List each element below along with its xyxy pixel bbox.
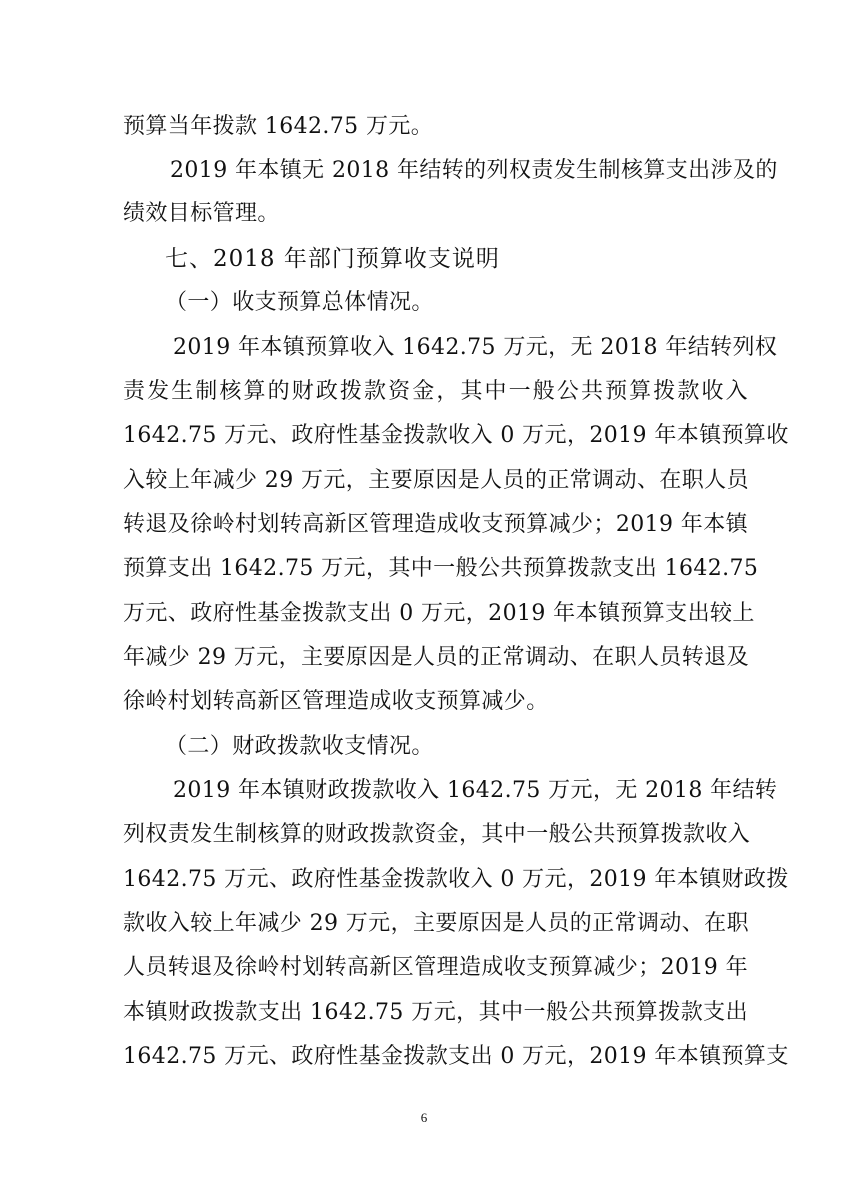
- subsection-heading: （一）收支预算总体情况。: [165, 290, 434, 315]
- paragraph-line: 2019 年本镇无 2018 年结转的列权责发生制核算支出涉及的: [170, 158, 778, 183]
- paragraph-line: 预算支出 1642.75 万元，其中一般公共预算拨款支出 1642.75: [123, 556, 759, 581]
- paragraph-line: 徐岭村划转高新区管理造成收支预算减少。: [123, 689, 549, 714]
- page-number: 6: [420, 1110, 428, 1125]
- paragraph-line: 入较上年减少 29 万元，主要原因是人员的正常调动、在职人员: [123, 468, 749, 493]
- paragraph-line: 预算当年拨款 1642.75 万元。: [123, 114, 434, 139]
- section-heading: 七、2018 年部门预算收支说明: [165, 246, 500, 272]
- paragraph-line: 1642.75 万元、政府性基金拨款收入 0 万元，2019 年本镇财政拨: [123, 867, 789, 892]
- subsection-heading: （二）财政拨款收支情况。: [165, 734, 434, 759]
- paragraph-line: 绩效目标管理。: [123, 201, 280, 226]
- paragraph-line: 2019 年本镇财政拨款收入 1642.75 万元，无 2018 年结转: [173, 778, 778, 803]
- paragraph-line: 列权责发生制核算的财政拨款资金，其中一般公共预算拨款收入: [123, 822, 751, 847]
- paragraph-line: 转退及徐岭村划转高新区管理造成收支预算减少；2019 年本镇: [123, 512, 748, 537]
- paragraph-line: 1642.75 万元、政府性基金拨款支出 0 万元，2019 年本镇预算支: [123, 1044, 789, 1069]
- paragraph-line: 款收入较上年减少 29 万元，主要原因是人员的正常调动、在职: [123, 911, 749, 936]
- paragraph-line: 2019 年本镇预算收入 1642.75 万元，无 2018 年结转列权: [173, 335, 778, 360]
- paragraph-line: 1642.75 万元、政府性基金拨款收入 0 万元，2019 年本镇预算收: [123, 423, 789, 448]
- paragraph-line: 本镇财政拨款支出 1642.75 万元，其中一般公共预算拨款支出: [123, 1000, 748, 1025]
- paragraph-line: 人员转退及徐岭村划转高新区管理造成收支预算减少；2019 年: [123, 955, 748, 980]
- paragraph-line: 年减少 29 万元，主要原因是人员的正常调动、在职人员转退及: [123, 645, 749, 670]
- paragraph-line: 责发生制核算的财政拨款资金，其中一般公共预算拨款收入: [123, 379, 748, 404]
- paragraph-line: 万元、政府性基金拨款支出 0 万元，2019 年本镇预算支出较上: [123, 601, 755, 626]
